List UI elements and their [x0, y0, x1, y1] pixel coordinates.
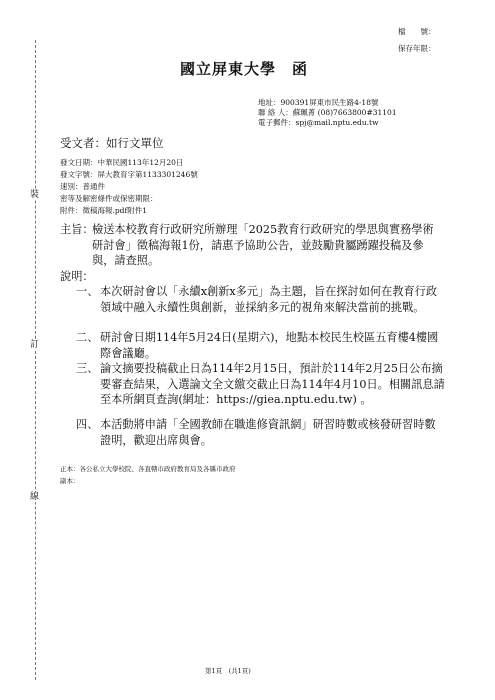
issue-date: 發文日期：中華民國113年12月20日 — [60, 158, 184, 167]
recipient: 受文者：如行文單位 — [60, 136, 164, 150]
distribution-main: 正本：各公私立大學校院、各直轄市政府教育局及各縣市政府 — [60, 465, 236, 473]
explanation-label: 說明： — [60, 270, 94, 283]
explanation-item-text: 論文摘要投稿截止日為114年2月15日，預計於114年2月25日公布摘要審查結果，入選論文全文繳交截止日為114年4月10日。相關訊息請至本所網頁查詢(網址：https://giea.nptu.edu.tw) 。 — [100, 362, 445, 406]
retention-period-label: 保存年限： — [398, 44, 436, 53]
explanation-item-number: 一、 — [76, 285, 99, 298]
binding-mark-xian: 線 — [30, 492, 40, 502]
attachments: 附件：徵稿海報.pdf附件1 — [60, 206, 148, 215]
explanation-item-number: 二、 — [76, 331, 99, 344]
explanation-item-text: 本次研討會以「永續x創新x多元」為主題，旨在探討如何在教育行政領域中融入永續性與創新，並採納多元的視角來解決當前的挑戰。 — [100, 285, 438, 314]
distribution-copy: 副本： — [60, 477, 80, 485]
binding-line — [35, 40, 36, 680]
explanation-item-number: 三、 — [76, 362, 99, 375]
subject-label: 主旨： — [60, 223, 94, 236]
binding-mark-zhuang: 裝 — [30, 190, 40, 200]
file-number-label: 檔 號： — [398, 27, 436, 36]
page-footer: 第1頁 (共1頁) — [205, 667, 251, 675]
sender-address: 地址：900391屏東市民生路4-18號 — [258, 98, 379, 107]
delivery-speed: 速別：普通件 — [60, 182, 105, 191]
sender-contact: 聯 絡 人：蘇珮菁 (08)7663800#31101 — [258, 108, 397, 117]
subject-text: 檢送本校教育行政研究所辦理「2025教育行政研究的學思與實務學術研討會」徵稿海報1份，請惠予協助公告，並鼓勵貴屬踴躍投稿及參與，請查照。 — [92, 223, 434, 267]
sender-email: 電子郵件：spj@mail.nptu.edu.tw — [258, 118, 379, 127]
document-title: 國立屏東大學 函 — [180, 60, 309, 78]
explanation-item-number: 四、 — [76, 418, 99, 431]
binding-mark-ding: 訂 — [30, 340, 40, 350]
explanation-item-text: 研討會日期114年5月24日(星期六)，地點本校民生校區五育樓4樓國際會議廳。 — [100, 331, 439, 360]
security-level: 密等及解密條件或保密期限： — [60, 194, 158, 203]
explanation-item-text: 本活動將申請「全國教師在職進修資訊網」研習時數或核發研習時數證明，歡迎出席與會。 — [100, 418, 436, 447]
issue-number: 發文字號：屏大教育字第1133301246號 — [60, 170, 198, 179]
